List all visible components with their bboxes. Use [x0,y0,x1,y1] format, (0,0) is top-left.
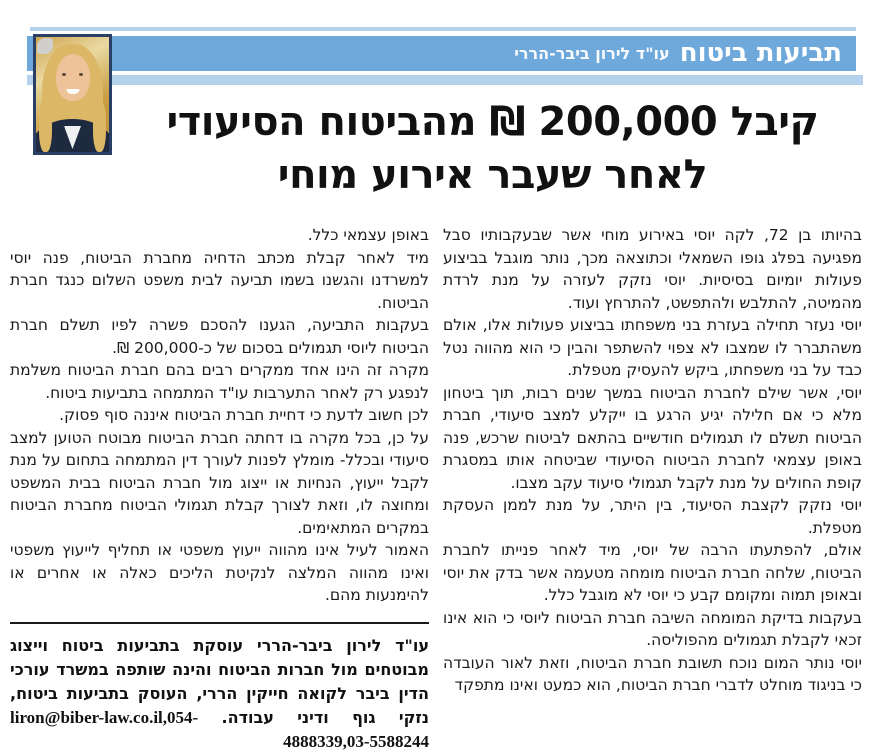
footer-divider [10,622,429,624]
photo-hair-lock-left [39,100,52,152]
footer-bio [10,634,429,754]
author-photo [33,34,112,155]
article-paragraph: בהיותו בן 72, לקה יוסי באירוע מוחי אשר שבעקבותיו סבל מפגיעה בפלג גופו השמאלי וכתוצאה מכך, נותר מוגבל בביצוע פעולות יומיום בסיסיות. יוסי נזקק לעזרה על מנת לרדת מהמיטה, להתלבש ולהתפשט, להתרחץ ועוד. [443,226,862,312]
article-paragraph: אולם, להפתעתו הרבה של יוסי, מיד לאחר פנייתו לחברת הביטוח, שלחה חברת הביטוח מומחה מטעמה אשר בדק את יוסי ובאופן תמוה ומקומם קבע כי יוסי לא מוגבל כלל. [443,541,862,604]
headline [118,96,867,202]
article-column-right [443,224,862,697]
section-title: תביעות ביטוח [679,38,842,68]
article-paragraph: מיד לאחר קבלת מכתב הדחיה מחברת הביטוח, פנה יוסי למשרדנו והגשנו בשמו תביעה לבית משפט השלום כנגד חברת הביטוח. [10,248,429,312]
article-paragraph: יוסי נזקק לקצבת הסיעוד, בין היתר, על מנת לממן העסקת מטפלת. [443,496,862,537]
article-paragraph: האמור לעיל אינו מהווה ייעוץ משפטי או תחליף לייעוץ משפטי ואינו מהווה המלצה לנקיטת הליכים כאלה או אחרים או להימנעות מהם. [10,541,429,604]
article-paragraph: מקרה זה הינו אחד ממקרים רבים בהם חברת הביטוח משלמת לנפגע רק לאחר התערבות עו"ד המתמחה בתביעות ביטוח. [10,361,429,402]
article-paragraph: לכן חשוב לדעת כי דחיית חברת הביטוח איננה סוף פסוק. [59,406,429,424]
headline-line2: לאחר שעבר אירוע מוחי [277,152,708,198]
article-paragraph: על כן, בכל מקרה בו דחתה חברת הביטוח מבוטח הטוען למצב סיעודי ובכלל- מומלץ לפנות לעורך דין המתמחה בתחום על מנת לקבל ייעוץ, הנחיות או ייצוג מול חברת הביטוח בבית המשפט ומחוצה לו, וזאת לצורך קבלת תגמולי הביטוח מחברת הביטוח במקרים המתאימים. [10,428,429,537]
article-paragraph: בעקבות התביעה, הגענו להסכם פשרה לפיו תשלם חברת הביטוח ליוסי תגמולים בסכום של כ-200,000 ₪. [10,316,429,357]
masthead-bottom-strip [27,75,863,85]
headline-line1: קיבל 200,000 ₪ מהביטוח הסיעודי [166,99,819,145]
masthead-author: עו"ד לירון ביבר-הררי [514,44,670,63]
footer-contact: liron@biber-law.co.il,054-4888339,03-5588244 [10,707,429,751]
article-paragraph: יוסי נותר המום נוכח תשובת חברת הביטוח, וזאת לאור העובדה כי בניגוד מוחלט לדברי חברת הביטוח, הוא כמעט ואינו מתפקד [443,653,862,694]
masthead-top-strip [30,27,856,31]
photo-background-decor [37,38,53,54]
article-paragraph: יוסי נעזר תחילה בעזרת בני משפחתו בביצוע פעולות אלו, אולם משהתברר לו שמצבו לא צפוי להשתפר והבין כי הוא מהווה נטל כבד על בני משפחתו, ביקש להעסיק מטפלת. [443,316,862,379]
article-column-left [10,224,429,754]
article-paragraph: בעקבות בדיקת המומחה השיבה חברת הביטוח ליוסי כי הוא אינו זכאי לקבלת תגמולים מהפוליסה. [443,608,862,649]
footer-bio-text: עו"ד לירון ביבר-הררי עוסקת בתביעות ביטוח וייצוג מבוטחים מול חברות הביטוח והינה שותפה במשרד עורכי הדין ביבר לקואה חייקין הררי, העוסק בתביעות ביטוח, נזקי גוף ודיני עבודה. [10,635,429,727]
article-paragraph: באופן עצמאי כלל. [307,226,429,244]
masthead-bar [27,36,856,71]
article-paragraph: יוסי, אשר שילם לחברת הביטוח במשך שנים רבות, תוך ביטחון מלא כי אם חלילה יגיע הרגע בו ייקלע למצב סיעודי, חברת הביטוח תשלם לו תגמולים חודשיים בהתאם לביטוח שרכש, פנה באופן עצמאי לחברת הביטוח הסיעודי שביטחה אותו במסגרת קופת החולים על מנת לקבל תגמולי סיעוד עקב מצבו. [443,383,862,492]
photo-hair-lock-right [93,100,106,152]
